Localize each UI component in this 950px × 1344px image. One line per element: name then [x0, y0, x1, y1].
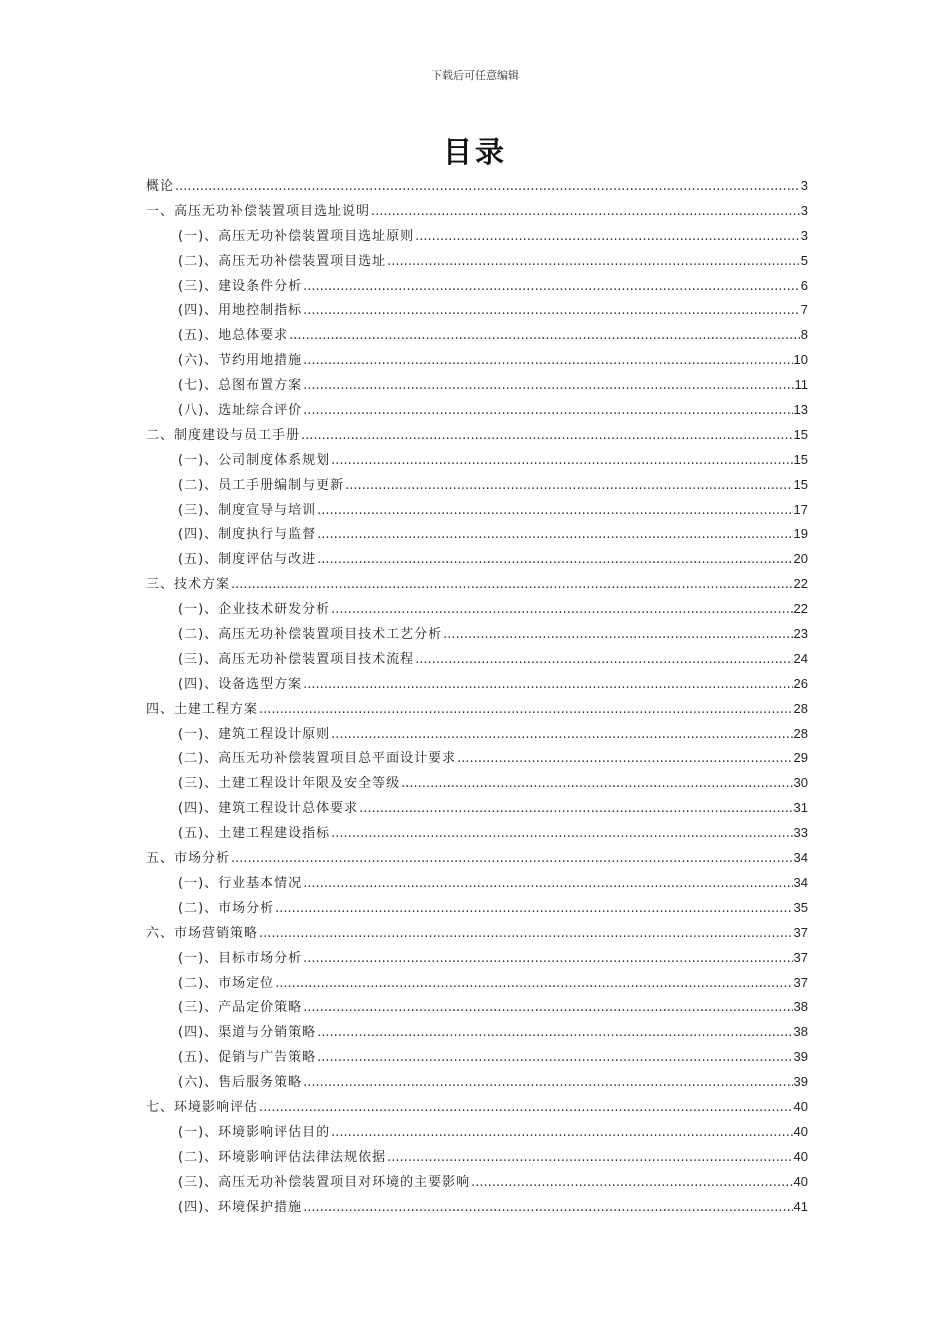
toc-entry-label: (四)、渠道与分销策略 [178, 1025, 317, 1041]
toc-entry-label: 七、环境影响评估 [146, 1099, 259, 1115]
toc-entry-label: (一)、环境影响评估目的 [178, 1124, 331, 1140]
table-of-contents [146, 174, 808, 1219]
toc-entry-label: (二)、市场定位 [178, 975, 275, 991]
toc-section-entry[interactable] [146, 547, 808, 572]
toc-entry-label: (四)、设备选型方案 [178, 676, 303, 692]
toc-page-number: 37 [793, 974, 808, 990]
toc-dot-leader [331, 1121, 792, 1146]
toc-dot-leader [303, 872, 792, 897]
toc-page-number: 22 [793, 576, 808, 592]
toc-page-number: 38 [793, 1024, 808, 1040]
toc-page-number: 11 [794, 377, 808, 393]
toc-entry-label: (一)、公司制度体系规划 [178, 452, 331, 468]
toc-dot-leader [303, 349, 792, 374]
toc-page-number: 40 [793, 1148, 808, 1164]
toc-section-entry[interactable] [146, 871, 808, 896]
toc-entry-label: (二)、高压无功补偿装置项目技术工艺分析 [178, 627, 443, 643]
toc-entry-label: (一)、行业基本情况 [178, 875, 303, 891]
toc-entry-label: (三)、土建工程设计年限及安全等级 [178, 776, 401, 792]
page-title: 目录 [442, 135, 507, 169]
toc-section-entry[interactable] [146, 274, 808, 299]
toc-section-entry[interactable] [146, 373, 808, 398]
toc-section-entry[interactable] [146, 1120, 808, 1145]
toc-page-number: 3 [800, 202, 808, 218]
toc-page-number: 34 [793, 850, 808, 866]
toc-entry-label: (二)、员工手册编制与更新 [178, 477, 345, 493]
toc-dot-leader [331, 449, 792, 474]
toc-page-number: 29 [793, 750, 808, 766]
toc-entry-label: 五、市场分析 [146, 851, 231, 867]
toc-entry-label: (三)、产品定价策略 [178, 1000, 303, 1016]
toc-page-number: 37 [793, 924, 808, 940]
toc-section-entry[interactable] [146, 946, 808, 971]
toc-dot-leader [289, 324, 800, 349]
toc-entry-label: 六、市场营销策略 [146, 925, 259, 941]
toc-dot-leader [303, 947, 792, 972]
toc-entry-label: (一)、高压无功补偿装置项目选址原则 [178, 228, 415, 244]
toc-dot-leader [317, 523, 792, 548]
toc-entry-label: (五)、制度评估与改进 [178, 552, 317, 568]
toc-page-number: 5 [800, 252, 808, 268]
toc-entry-label: 四、土建工程方案 [146, 701, 259, 717]
toc-section-entry[interactable] [146, 473, 808, 498]
toc-section-entry[interactable] [146, 647, 808, 672]
toc-page-number: 19 [793, 526, 808, 542]
toc-page-number: 34 [793, 874, 808, 890]
toc-chapter-entry[interactable] [146, 572, 808, 597]
toc-entry-label: (五)、土建工程建设指标 [178, 826, 331, 842]
toc-section-entry[interactable] [146, 722, 808, 747]
toc-page-number: 39 [793, 1049, 808, 1065]
toc-dot-leader [231, 847, 793, 872]
toc-dot-leader [317, 499, 792, 524]
toc-entry-label: (四)、制度执行与监督 [178, 527, 317, 543]
toc-chapter-entry[interactable] [146, 1095, 808, 1120]
toc-page-number: 31 [793, 800, 808, 816]
toc-dot-leader [275, 972, 792, 997]
toc-dot-leader [371, 200, 800, 225]
toc-dot-leader [303, 399, 792, 424]
toc-section-entry[interactable] [146, 821, 808, 846]
toc-page-number: 28 [793, 725, 808, 741]
toc-entry-label: (三)、制度宣导与培训 [178, 502, 317, 518]
toc-entry-label: (二)、市场分析 [178, 900, 275, 916]
toc-entry-label: (二)、环境影响评估法律法规依据 [178, 1149, 387, 1165]
toc-dot-leader [359, 797, 792, 822]
toc-section-entry[interactable] [146, 896, 808, 921]
toc-section-entry[interactable] [146, 1020, 808, 1045]
toc-section-entry[interactable] [146, 1195, 808, 1220]
toc-dot-leader [415, 648, 792, 673]
toc-entry-label: (三)、建设条件分析 [178, 278, 303, 294]
toc-page-number: 22 [793, 601, 808, 617]
toc-dot-leader [231, 573, 793, 598]
toc-section-entry[interactable] [146, 971, 808, 996]
toc-chapter-entry[interactable] [146, 697, 808, 722]
toc-page-number: 8 [800, 327, 808, 343]
toc-page-number: 26 [793, 675, 808, 691]
toc-dot-leader [331, 723, 792, 748]
toc-page-number: 37 [793, 949, 808, 965]
toc-section-entry[interactable] [146, 323, 808, 348]
toc-page-number: 3 [800, 227, 808, 243]
toc-entry-label: (五)、地总体要求 [178, 328, 289, 344]
toc-section-entry[interactable] [146, 622, 808, 647]
toc-dot-leader [301, 424, 793, 449]
toc-section-entry[interactable] [146, 597, 808, 622]
toc-section-entry[interactable] [146, 249, 808, 274]
toc-section-entry[interactable] [146, 1145, 808, 1170]
toc-dot-leader [303, 299, 800, 324]
toc-dot-leader [387, 1146, 792, 1171]
toc-entry-label: (七)、总图布置方案 [178, 378, 303, 394]
toc-section-entry[interactable] [146, 398, 808, 423]
toc-entry-label: (一)、目标市场分析 [178, 950, 303, 966]
toc-page-number: 23 [793, 626, 808, 642]
toc-chapter-entry[interactable] [146, 174, 808, 199]
toc-section-entry[interactable] [146, 796, 808, 821]
toc-page-number: 39 [793, 1074, 808, 1090]
toc-entry-label: (八)、选址综合评价 [178, 403, 303, 419]
toc-entry-label: (一)、建筑工程设计原则 [178, 726, 331, 742]
toc-entry-label: 二、制度建设与员工手册 [146, 427, 301, 443]
toc-page-number: 33 [793, 825, 808, 841]
toc-entry-label: (四)、建筑工程设计总体要求 [178, 801, 359, 817]
toc-entry-label: 概论 [146, 179, 175, 194]
toc-dot-leader [303, 374, 793, 399]
toc-dot-leader [303, 1071, 792, 1096]
toc-page-number: 10 [793, 352, 808, 368]
toc-dot-leader [401, 772, 792, 797]
toc-entry-label: (三)、高压无功补偿装置项目技术流程 [178, 651, 415, 667]
toc-entry-label: 一、高压无功补偿装置项目选址说明 [146, 203, 371, 219]
toc-entry-label: (四)、环境保护措施 [178, 1199, 303, 1215]
toc-page-number: 15 [793, 451, 808, 467]
toc-section-entry[interactable] [146, 1045, 808, 1070]
toc-entry-label: (五)、促销与广告策略 [178, 1050, 317, 1066]
toc-page-number: 20 [793, 551, 808, 567]
toc-page-number: 40 [793, 1173, 808, 1189]
toc-entry-label: (四)、用地控制指标 [178, 303, 303, 319]
toc-page-number: 40 [793, 1123, 808, 1139]
toc-dot-leader [331, 598, 792, 623]
toc-section-entry[interactable] [146, 1070, 808, 1095]
toc-dot-leader [303, 673, 792, 698]
toc-chapter-entry[interactable] [146, 423, 808, 448]
toc-dot-leader [259, 1096, 793, 1121]
toc-page-number: 28 [793, 700, 808, 716]
toc-dot-leader [331, 822, 792, 847]
toc-section-entry[interactable] [146, 1170, 808, 1195]
toc-page-number: 13 [793, 402, 808, 418]
toc-dot-leader [471, 1171, 792, 1196]
toc-entry-label: (三)、高压无功补偿装置项目对环境的主要影响 [178, 1174, 471, 1190]
toc-page-number: 30 [793, 775, 808, 791]
toc-page-number: 6 [800, 277, 808, 293]
toc-page-number: 24 [793, 650, 808, 666]
toc-section-entry[interactable] [146, 995, 808, 1020]
toc-page-number: 15 [793, 426, 808, 442]
toc-section-entry[interactable] [146, 771, 808, 796]
toc-section-entry[interactable] [146, 448, 808, 473]
toc-entry-label: (六)、售后服务策略 [178, 1075, 303, 1091]
toc-chapter-entry[interactable] [146, 921, 808, 946]
toc-dot-leader [387, 250, 800, 275]
toc-chapter-entry[interactable] [146, 199, 808, 224]
toc-dot-leader [317, 1021, 792, 1046]
toc-section-entry[interactable] [146, 746, 808, 771]
toc-entry-label: (二)、高压无功补偿装置项目总平面设计要求 [178, 751, 457, 767]
toc-entry-label: 三、技术方案 [146, 577, 231, 593]
toc-entry-label: (二)、高压无功补偿装置项目选址 [178, 253, 387, 269]
toc-dot-leader [457, 747, 792, 772]
toc-dot-leader [259, 922, 793, 947]
toc-entry-label: (一)、企业技术研发分析 [178, 602, 331, 618]
toc-page-number: 35 [793, 899, 808, 915]
toc-dot-leader [303, 996, 792, 1021]
toc-page-number: 3 [800, 178, 808, 193]
toc-dot-leader [175, 175, 800, 200]
toc-dot-leader [303, 1196, 792, 1221]
toc-section-entry[interactable] [146, 348, 808, 373]
toc-page-number: 40 [793, 1098, 808, 1114]
toc-page-number: 38 [793, 999, 808, 1015]
toc-dot-leader [317, 548, 792, 573]
toc-dot-leader [345, 474, 792, 499]
toc-dot-leader [259, 698, 793, 723]
toc-section-entry[interactable] [146, 672, 808, 697]
toc-dot-leader [443, 623, 792, 648]
header-note: 下载后可任意编辑 [431, 69, 519, 82]
toc-section-entry[interactable] [146, 224, 808, 249]
toc-section-entry[interactable] [146, 522, 808, 547]
toc-dot-leader [303, 275, 800, 300]
toc-chapter-entry[interactable] [146, 846, 808, 871]
toc-dot-leader [415, 225, 800, 250]
toc-dot-leader [275, 897, 792, 922]
toc-page-number: 15 [793, 476, 808, 492]
toc-dot-leader [317, 1046, 792, 1071]
toc-section-entry[interactable] [146, 298, 808, 323]
toc-entry-label: (六)、节约用地措施 [178, 353, 303, 369]
toc-page-number: 7 [800, 302, 808, 318]
toc-section-entry[interactable] [146, 498, 808, 523]
toc-page-number: 41 [793, 1198, 808, 1214]
toc-page-number: 17 [793, 501, 808, 517]
